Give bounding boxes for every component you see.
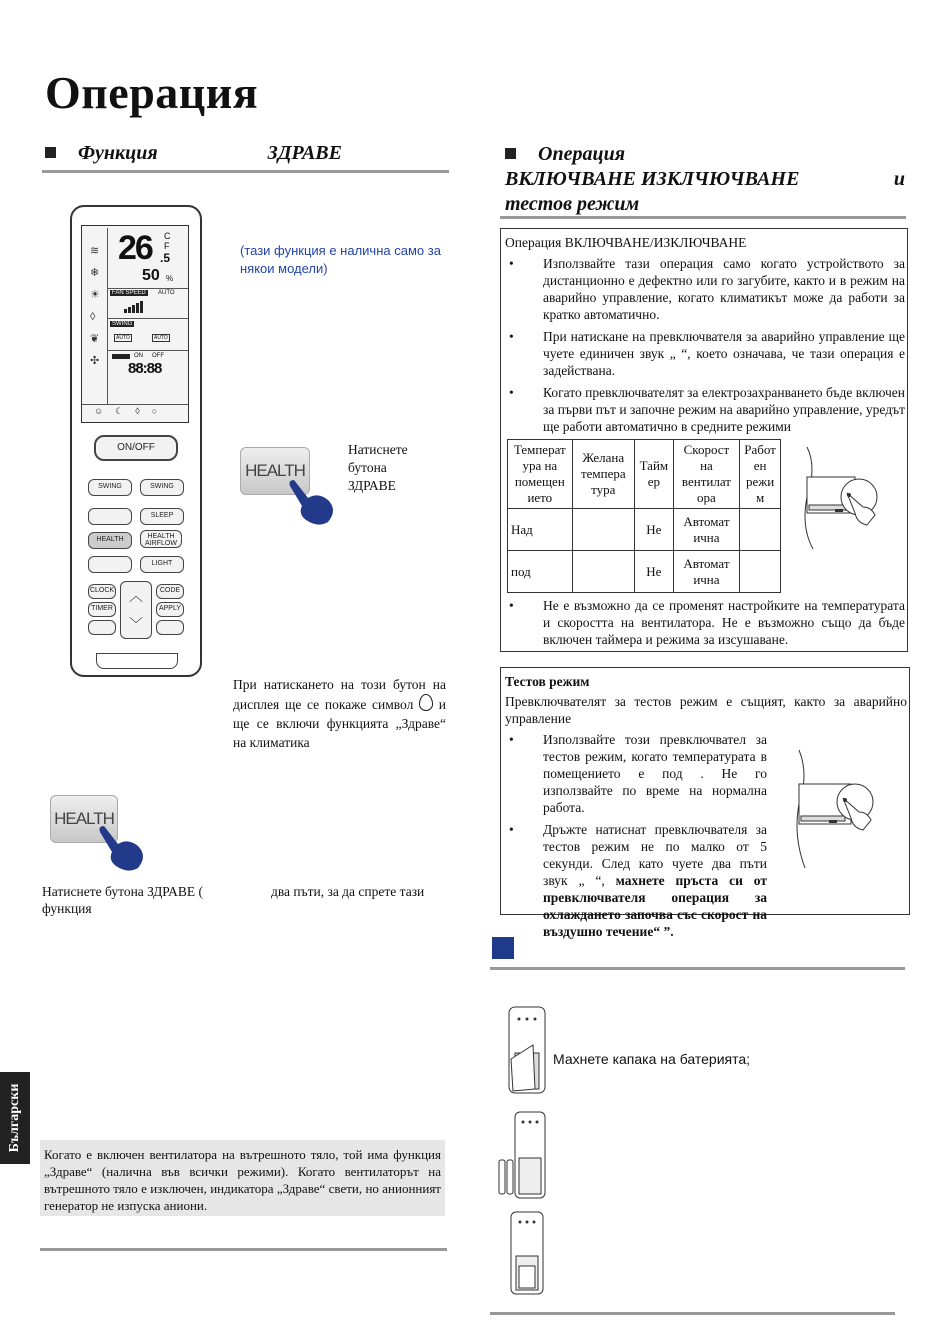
indoor-unit-press-illustration-2 (789, 744, 901, 872)
right-section-title-b: ВКЛЮЧВАНЕ ИЗКЛЧЮЧВАНЕ (505, 168, 800, 190)
code-button[interactable]: CODE (156, 584, 184, 599)
table-header-cell: Скорост на вентилат ора (673, 440, 739, 509)
lcd-off: OFF (152, 353, 164, 359)
test-mode-box (500, 667, 910, 939)
table-header-cell: Тайм ер (634, 440, 673, 509)
lcd-auto-2: AUTO (116, 335, 130, 341)
box2-bullet-1: • Използвайте този превключвател за тестов режим, когато температурата в помещението е под . Не го използвайте по време на нормална работа. (505, 731, 767, 816)
battery-section-marker (492, 937, 514, 959)
onoff-operation-box (500, 228, 908, 652)
wifi-icon: ≋ (90, 245, 100, 257)
remote-base (96, 653, 178, 669)
onoff-button[interactable]: ON/OFF (94, 435, 178, 461)
blank-button-2[interactable] (88, 556, 132, 573)
note-box (40, 1140, 445, 1216)
remote-battery-cover-open-illustration (505, 1005, 549, 1095)
lcd-unit-c: C (164, 231, 171, 241)
remote-insert-batteries-illustration (497, 1110, 549, 1200)
table-header-cell: Желана темпера тура (572, 440, 634, 509)
stop-text (42, 883, 447, 917)
table-row: под Не Автомат ична (508, 551, 781, 593)
timer-button[interactable]: TIMER (88, 602, 116, 617)
table-row: Над Не Автомат ична (508, 509, 781, 551)
lcd-temperature: 26 (118, 229, 152, 267)
symbol-text (233, 675, 446, 752)
box1-bullet-3: • Когато превключвателят за електрозахранването бъде включен за първи път и започне режим на аварийно управление, уредът ще работи автоматично в средните режими (505, 384, 905, 435)
remote-lcd (81, 225, 189, 423)
pointing-hand-icon (288, 476, 340, 528)
blank-button[interactable] (88, 508, 132, 525)
indoor-unit-press-illustration-1 (797, 437, 901, 557)
clock-button[interactable]: CLOCK (88, 584, 116, 599)
box2-intro: Превключвателят за тестов режим е същият, както за аварийно управление (505, 694, 907, 726)
sleep-button[interactable]: SLEEP (140, 508, 184, 525)
square-bullet-icon (45, 147, 56, 158)
lcd-humidity-unit: % (166, 274, 174, 283)
apply-button[interactable]: APPLY (156, 602, 184, 617)
right-section-title (505, 142, 905, 217)
lcd-bottom-icons: ☺☾◊○ (94, 406, 170, 416)
left-section-title-a: Функция (78, 142, 158, 164)
right-section-rule (500, 216, 906, 219)
pointing-hand-icon-2 (98, 822, 150, 874)
lcd-humidity: 50 (142, 267, 160, 284)
health-button-illustration-1: HEALTH (240, 447, 310, 495)
battery-step-1: Махнете капака на батерията; (553, 1051, 751, 1067)
sun-icon: ☀ (90, 289, 100, 301)
left-section-title (45, 142, 342, 165)
drop-icon: ◊ (90, 311, 96, 323)
remote-control (70, 205, 202, 677)
round-button[interactable] (88, 620, 116, 635)
square-bullet-icon-2 (505, 148, 516, 159)
page-title: Операция (45, 67, 259, 118)
box2-bullet-2: • Дръжте натиснат превключвателя за тестов режим не по малко от 5 секунди. След като чуете два пъти звук „ “, махнете пръста си от превключвателя операция за охлаждането започва със скорост на въздушно течение“ ”. (505, 821, 767, 940)
health-drop-icon (419, 694, 433, 711)
note-box-text: Когато е включен вентилатора на вътрешното тяло, той има функция „Здраве“ (налична във всички режими). Когато вентилаторът на вътрешното тяло е изключен, индикатора „Здраве“ свети, но анионният генератор не изпуска аниони. (44, 1147, 441, 1213)
language-side-tab: Български (0, 1072, 30, 1164)
lcd-temp-frac: .5 (160, 251, 171, 265)
symbol-text-b: и ще се включи функцията „Здраве“ на климатика (233, 697, 447, 750)
lcd-auto-1: AUTO (158, 290, 175, 296)
health-button-remote[interactable]: HEALTH (88, 532, 132, 549)
right-bottom-rule (490, 1312, 895, 1315)
lcd-fan-speed: FAN SPEED (112, 290, 146, 296)
box1-bullet-1: • Използвайте тази операция само когато устройството за дистанционно е дефектно или го загубите, както и в режим на аварийно управление, когато климатикът може да работи за кратко автоматично. (505, 255, 905, 323)
symbol-text-a: При натискането на този бутон на дисплея ще се покаже символ (233, 677, 446, 712)
availability-note: (тази функция е налична само за някои модели) (240, 243, 441, 276)
lcd-clock: 88:88 (128, 360, 162, 377)
right-section-title-a: Операция (538, 143, 625, 165)
fan-speed-bars-icon (124, 300, 143, 318)
box1-last-bullet-list (505, 597, 905, 653)
emergency-mode-table (507, 439, 781, 593)
blank-button-3[interactable] (156, 620, 184, 635)
stop-text-a: Натиснете бутона ЗДРАВЕ ( (42, 884, 203, 899)
press-health-text: Натиснете бутона ЗДРАВЕ (348, 442, 408, 493)
box1-heading: Операция ВКЛЮЧВАНЕ/ИЗКЛЮЧВАНЕ (505, 235, 747, 250)
lcd-on: ON (134, 353, 143, 359)
box2-bullets (505, 731, 767, 945)
leaf-icon: ❦ (90, 333, 100, 345)
table-header-cell: Температ ура на помещен ието (508, 440, 573, 509)
table-header-cell: Работ ен режи м (740, 440, 781, 509)
fan-icon: ✣ (90, 355, 100, 367)
temperature-updown-button[interactable] (120, 581, 152, 639)
remote-close-cover-illustration (507, 1210, 547, 1296)
lcd-unit-f: F (164, 241, 170, 251)
right-section-title-c: и (893, 168, 905, 190)
swing-vertical-button[interactable]: SWING (88, 479, 132, 496)
right-section-title-d: тестов режим (505, 193, 640, 215)
left-section-rule (42, 170, 449, 173)
left-section-title-b: ЗДРАВЕ (267, 142, 342, 164)
lcd-block-indicator (112, 354, 130, 359)
lcd-auto-3: AUTO (154, 335, 168, 341)
lcd-swing: SWING (112, 321, 133, 327)
snowflake-icon: ❄ (90, 267, 100, 279)
box1-bullet-2: • При натискане на превключвателя за аварийно управление ще чуете единичен звук „ “, което означава, че тази операция е задействана. (505, 328, 905, 379)
swing-horizontal-button[interactable]: SWING (140, 479, 184, 496)
box2-heading: Тестов режим (505, 674, 590, 689)
light-button[interactable]: LIGHT (140, 556, 184, 573)
health-button-illustration-2: HEALTH (50, 795, 118, 843)
health-airflow-button[interactable]: HEALTH AIRFLOW (140, 530, 182, 548)
chevron-up-icon: ︿ (129, 588, 143, 604)
box1-last-bullet: • Не е възможно да се променят настройките на температурата и скоростта на вентилатора. Не е възможно също да бъде включен таймера и режима за изсушаване. (505, 597, 905, 648)
chevron-down-icon: ﹀ (129, 616, 143, 632)
left-bottom-rule (40, 1248, 447, 1251)
battery-section-rule (490, 967, 905, 970)
stop-text-b: два пъти, за да спрете тази функция (42, 884, 425, 916)
box1-bullets (505, 255, 905, 440)
